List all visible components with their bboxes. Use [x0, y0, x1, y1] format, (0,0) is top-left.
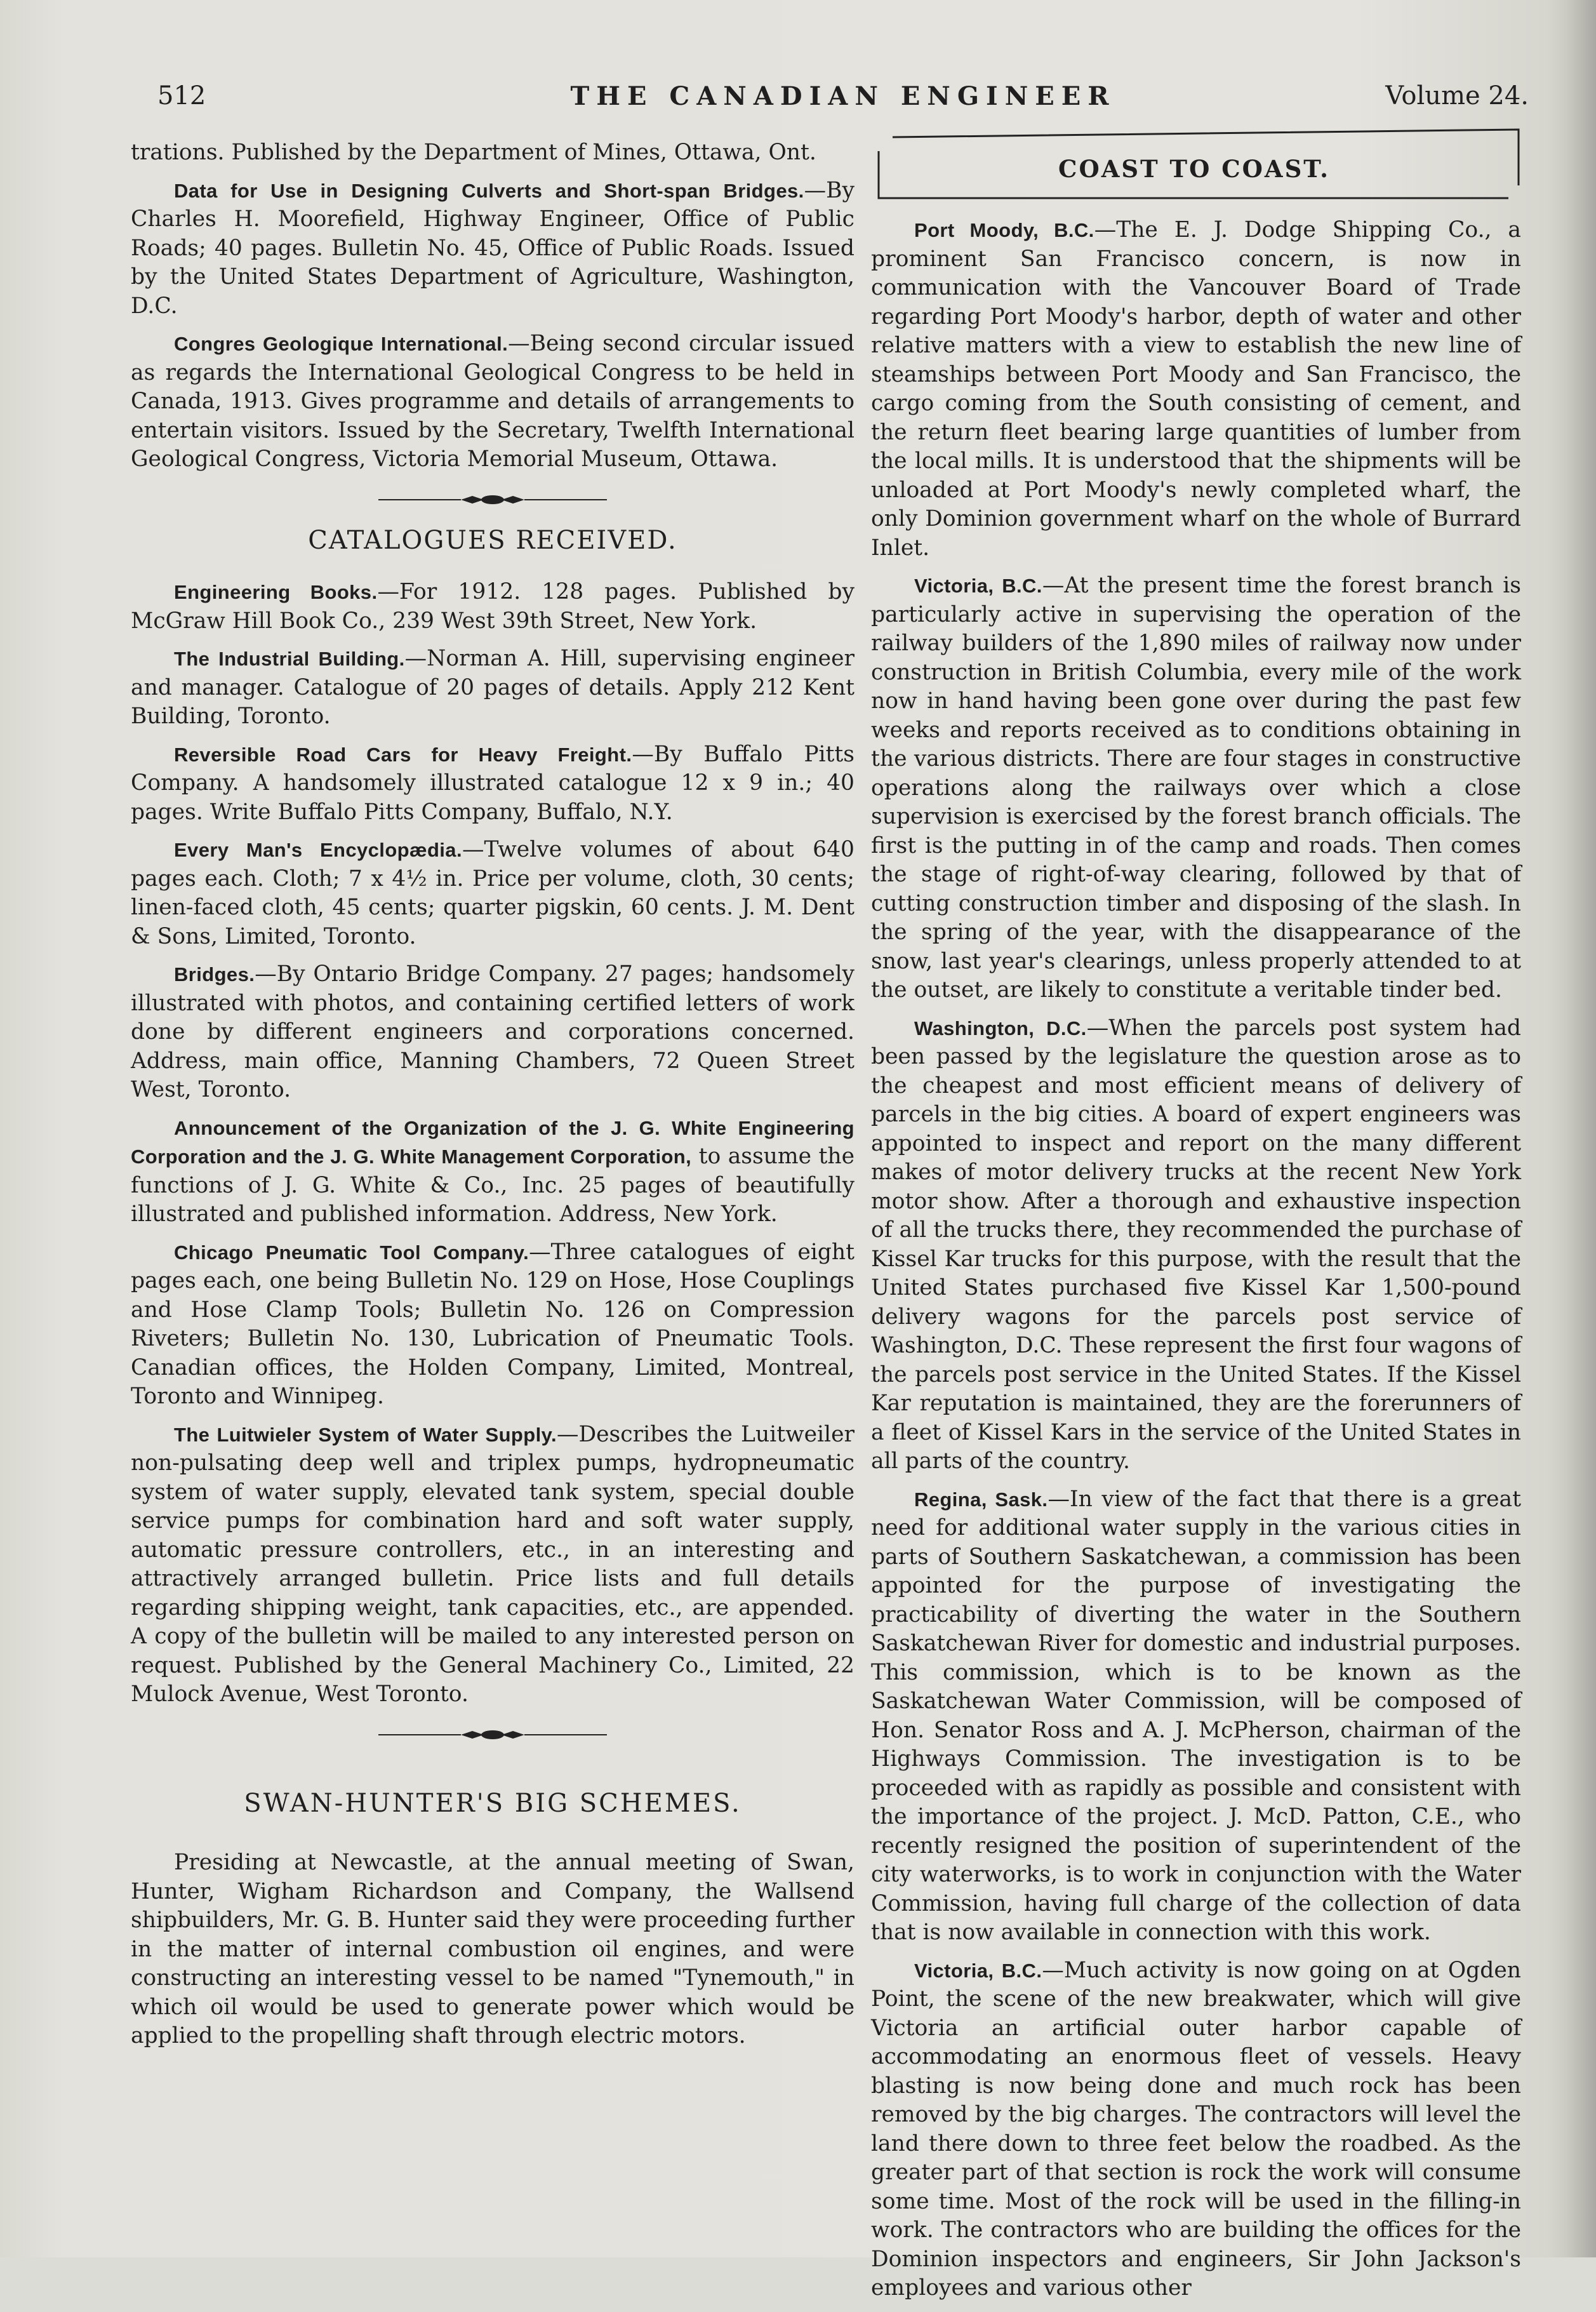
- swan-hunter-text: Presiding at Newcastle, at the annual meeting of Swan, Hunter, Wigham Richardson and Company, the Wallsend shipbuilders, Mr. G. B. Hunter said they were proceeding further in the matter of internal combustion oil engines, and were constructing an interesting vessel to be named "Tynemouth," in which oil would be used to generate power which would be applied to the propelling shaft through electric motors.: [131, 1850, 855, 2048]
- running-header: [157, 81, 1529, 119]
- catalogue-entry: [131, 645, 855, 732]
- news-item-victoria: [871, 571, 1521, 1005]
- entry-culverts: [131, 177, 855, 321]
- entry-text: —Norman A. Hill, supervising engineer and manager. Catalogue of 20 pages of details. Apply 212 Kent Building, Toronto.: [131, 646, 855, 729]
- item-lead: Regina, Sask.: [914, 1488, 1048, 1511]
- item-lead: Victoria, B.C.: [914, 1959, 1042, 1982]
- catalogues-heading: CATALOGUES RECEIVED.: [308, 525, 677, 555]
- entry-text: —For 1912. 128 pages. Published by McGraw Hill Book Co., 239 West 39th Street, New York.: [131, 579, 855, 634]
- entry-lead: The Luitwieler System of Water Supply.: [174, 1423, 557, 1446]
- entry-lead: Reversible Road Cars for Heavy Freight.: [174, 743, 632, 766]
- entry-lead: Every Man's Encyclopædia.: [174, 839, 462, 861]
- entry-text: —By Ontario Bridge Company. 27 pages; handsomely illustrated with photos, and containing certified letters of work done by different engineers and corporations concerned. Address, main office, Manning Chambers, 72 Queen Street West, Toronto.: [131, 961, 855, 1102]
- entry-lead: Chicago Pneumatic Tool Company.: [174, 1241, 529, 1264]
- volume-label: Volume 24.: [1385, 81, 1529, 110]
- catalogue-entry: [131, 578, 855, 636]
- intro-continuation: trations. Published by the Department of Mines, Ottawa, Ont.: [131, 140, 816, 165]
- item-text: —At the present time the forest branch is particularly active in supervising the operation of the railway builders of the 1,890 miles of railway now under construction in British Columbia, every mile of the work now in hand having been gone over during the past few weeks and reports received as to conditions obtaining in the various districts. There are four stages in constructive operations along the railways over which a close supervision is exercised by the forest branch officials. The first is the putting in of the camp and roads. Then comes the stage of right-of-way clearing, followed by that of cutting construction timber and disposing of the slash. In the spring of the year, with the disappearance of the snow, last year's clearings, unless properly attended to at the outset, are likely to constitute a veritable tinder bed.: [871, 573, 1521, 1003]
- entry-lead: Engineering Books.: [174, 581, 378, 603]
- entry-text: to assume the functions of J. G. White & Co., Inc. 25 pages of beautifully illustrated and published information. Address, New York.: [131, 1144, 855, 1227]
- ornamental-divider: [131, 1722, 855, 1747]
- item-lead: Washington, D.C.: [914, 1017, 1087, 1039]
- catalogue-entry: [131, 1238, 855, 1412]
- entry-lead: Bridges.: [174, 963, 255, 986]
- entry-lead: Announcement of the Organization of the J. G. White Engineering Corporation and the J. G. White Management Corporation,: [131, 1116, 855, 1168]
- item-text: —The E. J. Dodge Shipping Co., a prominent San Francisco concern, is now in communication with the Vancouver Board of Trade regarding Port Moody's harbor, depth of water and other relative matters with a view to establish the new line of steamships between Port Moody and San Francisco, the cargo coming from the South consisting of cement, and the return fleet bearing large quantities of lumber from the local mills. It is understood that the shipments will be unloaded at Port Moody's newly completed wharf, the only Dominion government wharf on the whole of Burrard Inlet.: [871, 217, 1521, 561]
- page-edge-shadow: [1568, 0, 1596, 2257]
- catalogue-entry: [131, 836, 855, 951]
- page-number: 512: [157, 81, 206, 110]
- catalogue-entry: [131, 960, 855, 1105]
- news-item-port-moody: [871, 216, 1521, 563]
- item-lead: Port Moody, B.C.: [914, 219, 1094, 241]
- entry-lead: The Industrial Building.: [174, 648, 405, 670]
- entry-text: —Three catalogues of eight pages each, one being Bulletin No. 129 on Hose, Hose Couplings and Hose Clamp Tools; Bulletin No. 126 on Compression Riveters; Bulletin No. 130, Lubrication of Pneumatic Tools. Canadian offices, the Holden Company, Limited, Montreal, Toronto and Winnipeg.: [131, 1239, 855, 1409]
- right-column: [871, 216, 1521, 2312]
- journal-title: THE CANADIAN ENGINEER: [570, 81, 1116, 111]
- news-item-washington: [871, 1014, 1521, 1476]
- catalogue-entry: [131, 740, 855, 827]
- item-text: —Much activity is now going on at Ogden Point, the scene of the new breakwater, which will give Victoria an artificial outer harbor capable of accommodating an enormous fleet of vessels. Heavy blasting is now being done and much rock has been removed by the big charges. The contractors will level the land there down to three feet below the roadbed. As the greater part of that section is rock the work will consume some time. Most of the rock will be used in the filling-in work. The contractors who are building the offices for the Dominion inspectors and engineers, Sir John Jackson's employees and various other: [871, 1957, 1521, 2301]
- entry-text: —By Buffalo Pitts Company. A handsomely illustrated catalogue 12 x 9 in.; 40 pages. Write Buffalo Pitts Company, Buffalo, N.Y.: [131, 741, 855, 825]
- ornamental-divider: [131, 487, 855, 512]
- entry-text: —Describes the Luitweiler non-pulsating deep well and triplex pumps, hydropneumatic system of water supply, elevated tank system, special double service pumps for combination hard and soft water supply, automatic pressure controllers, etc., in an interesting and attractively arranged bulletin. Price lists and full details regarding shipping weight, tank capacities, etc., are appended. A copy of the bulletin will be mailed to any interested person on request. Published by the General Machinery Co., Limited, 22 Mulock Avenue, West Toronto.: [131, 1421, 855, 1707]
- catalogue-entry: [131, 1114, 855, 1229]
- swan-hunter-heading: SWAN-HUNTER'S BIG SCHEMES.: [244, 1788, 741, 1818]
- entry-text: —By Charles H. Moorefield, Highway Engineer, Office of Public Roads; 40 pages. Bulletin No. 45, Office of Public Roads. Issued by the United States Department of Agriculture, Washington, D.C.: [131, 177, 855, 319]
- entry-text: —Being second circular issued as regards the International Geological Congress to be held in Canada, 1913. Gives programme and details of arrangements to entertain visitors. Issued by the Secretary, Twelfth International Geological Congress, Victoria Memorial Museum, Ottawa.: [131, 331, 855, 472]
- entry-congres: [131, 330, 855, 474]
- coast-to-coast-heading: COAST TO COAST.: [1058, 155, 1330, 183]
- entry-lead: Congres Geologique International.: [174, 333, 509, 355]
- entry-text: —Twelve volumes of about 640 pages each. Cloth; 7 x 4½ in. Price per volume, cloth, 30 cents; linen-faced cloth, 45 cents; quarter pigskin, 60 cents. J. M. Dent & Sons, Limited, Toronto.: [131, 837, 855, 949]
- entry-lead: Data for Use in Designing Culverts and Short-span Bridges.: [174, 179, 804, 202]
- coast-to-coast-header-box: [874, 126, 1521, 201]
- catalogue-entry: [131, 1420, 855, 1709]
- news-item-victoria-ogden: [871, 1956, 1521, 2303]
- left-column: [131, 138, 855, 2060]
- item-text: —When the parcels post system had been passed by the legislature the question arose as to the cheapest and most efficient means of delivery of parcels in the big cities. A board of expert engineers was appointed to inspect and report on the many different makes of motor delivery trucks at the recent New York motor show. After a thorough and exhaustive inspection of all the trucks there, they recommended the purchase of Kissel Kar trucks for this purpose, with the result that the United States purchased five Kissel Kar 1,500-pound delivery wagons for the parcels post service of Washington, D.C. These represent the first four wagons of the parcels post service in the United States. If the Kissel Kar reputation is maintained, they are the forerunners of a fleet of Kissel Kars in the service of the United States in all parts of the country.: [871, 1015, 1521, 1474]
- item-text: —In view of the fact that there is a great need for additional water supply in the various cities in parts of Southern Saskatchewan, a commission has been appointed for the purpose of investigating the practicability of diverting the water in the Southern Saskatchewan River for domestic and industrial purposes. This commission, which is to be known as the Saskatchewan Water Commission, will be composed of Hon. Senator Ross and A. J. McPherson, chairman of the Highways Commission. The investigation is to be proceeded with as rapidly as possible and consistent with the importance of the project. J. McD. Patton, C.E., who recently resigned the position of superintendent of the city waterworks, is to work in conjunction with the Water Commission, having full charge of the collection of data that is now available in connection with this work.: [871, 1486, 1521, 1945]
- news-item-regina: [871, 1485, 1521, 1948]
- item-lead: Victoria, B.C.: [914, 575, 1042, 597]
